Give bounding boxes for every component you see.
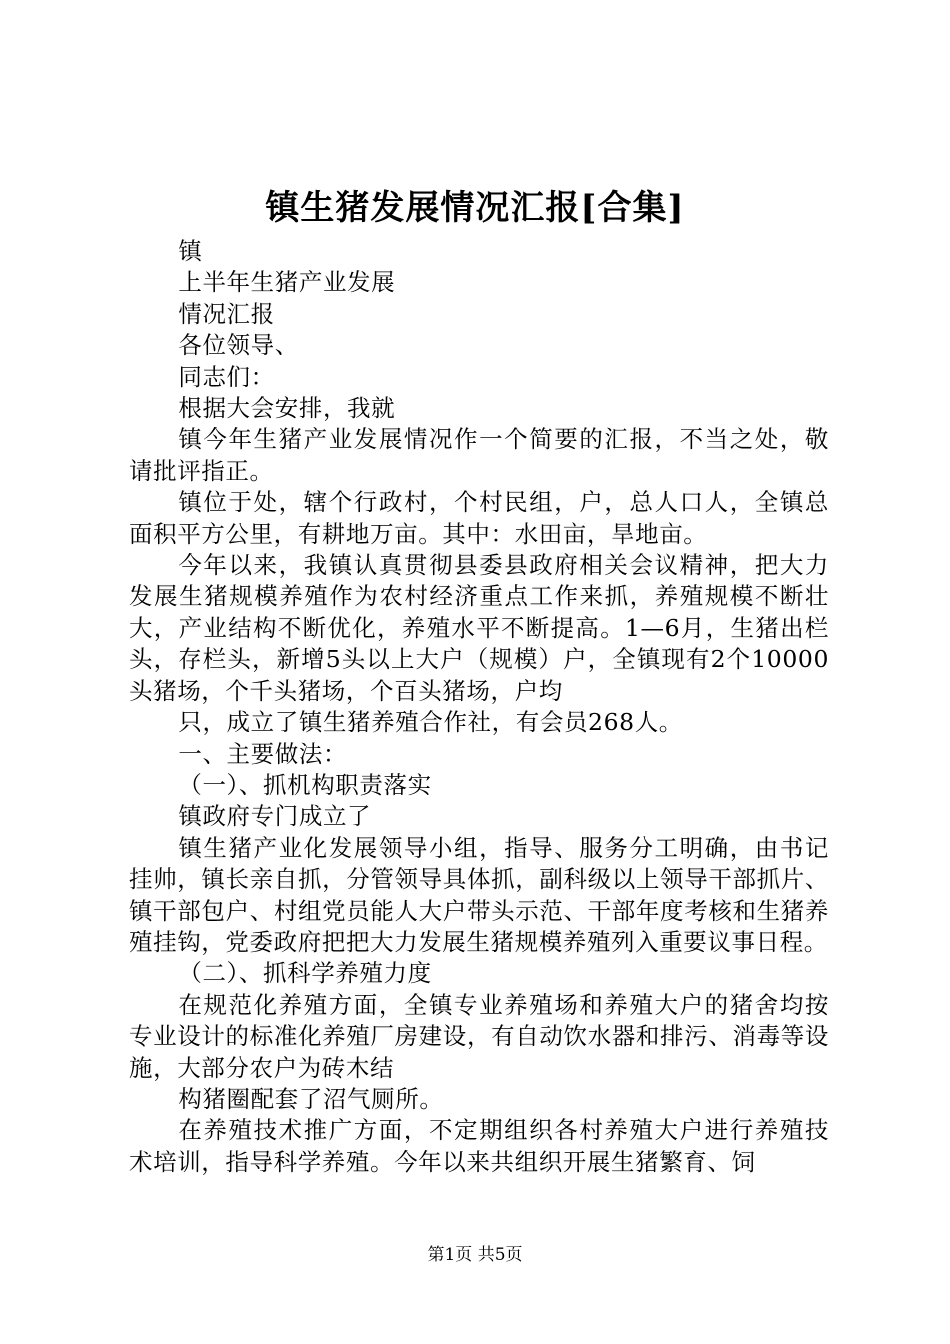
paragraph: 上半年生猪产业发展 xyxy=(178,268,396,297)
paragraph: 镇 xyxy=(178,237,203,265)
paragraph: 根据大会安排，我就 xyxy=(178,394,396,423)
document-title: 镇生猪发展情况汇报[合集] xyxy=(265,188,685,228)
paragraph: 镇生猪产业化发展领导小组，指导、服务分工明确，由书记挂帅，镇长亲自抓，分管领导具体抓，副科级以上领导干部抓片、镇干部包户、村组党员能人大户带头示范、干部年度考核和生猪养殖挂钩，党委政府把把大力发展生猪规模养殖列入重要议事日程。 xyxy=(129,833,829,956)
paragraph: 情况汇报 xyxy=(178,299,275,328)
paragraph: 今年以来，我镇认真贯彻县委县政府相关会议精神，把大力发展生猪规模养殖作为农村经济重点工作来抓，养殖规模不断壮大，产业结构不断优化，养殖水平不断提高。1—6月，生猪出栏头，存栏头，新增5头以上大户（规模）户，全镇现有2个10000头猪场，个千头猪场，个百头猪场，户均 xyxy=(129,551,829,705)
document-body xyxy=(129,236,829,1178)
paragraph: 构猪圈配套了沼气厕所。 xyxy=(178,1084,444,1113)
paragraph: 镇位于处，辖个行政村，个村民组，户，总人口人，全镇总面积平方公里，有耕地万亩。其中：水田亩，旱地亩。 xyxy=(129,488,829,548)
paragraph: 镇今年生猪产业发展情况作一个简要的汇报，不当之处，敬请批评指正。 xyxy=(129,425,829,485)
paragraph: 同志们： xyxy=(178,362,275,391)
paragraph: 只，成立了镇生猪养殖合作社，有会员268人。 xyxy=(178,708,683,737)
paragraph: 各位领导、 xyxy=(178,331,299,360)
subsection-heading: （二）、抓科学养殖力度 xyxy=(178,959,432,988)
subsection-heading: （一）、抓机构职责落实 xyxy=(178,770,432,799)
page-footer: 第1页 共5页 xyxy=(427,1245,523,1265)
paragraph: 在养殖技术推广方面，不定期组织各村养殖大户进行养殖技术培训，指导科学养殖。今年以来共组织开展生猪繁育、饲 xyxy=(129,1116,829,1176)
paragraph: 在规范化养殖方面，全镇专业养殖场和养殖大户的猪舍均按专业设计的标准化养殖厂房建设，有自动饮水器和排污、消毒等设施，大部分农户为砖木结 xyxy=(129,990,829,1082)
section-heading: 一、主要做法： xyxy=(178,739,348,768)
paragraph: 镇政府专门成立了 xyxy=(178,802,372,831)
